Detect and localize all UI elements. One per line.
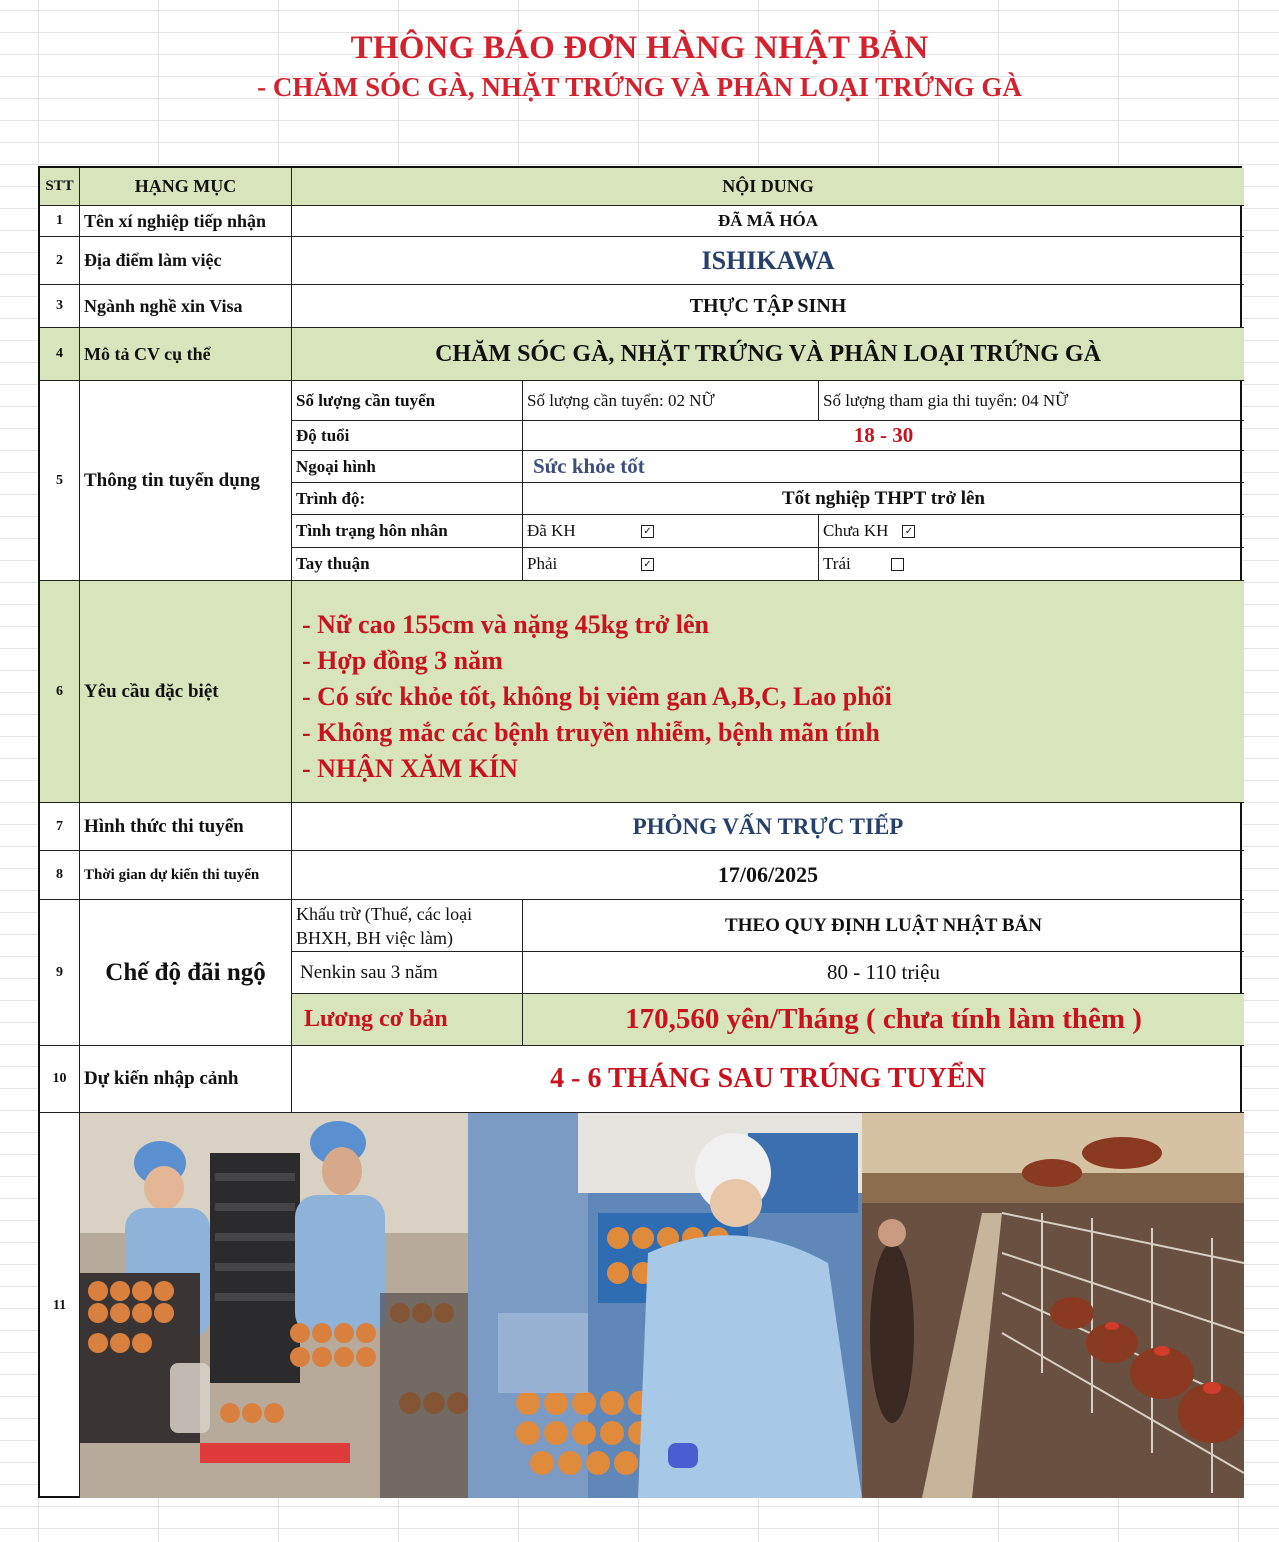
left-hand-label: Trái: [823, 554, 851, 573]
nenkin-value: 80 - 110 triệu: [523, 952, 1244, 994]
quantity-exam: Số lượng tham gia thi tuyển: 04 NỮ: [819, 381, 1244, 421]
egg-conveyor-photo: [468, 1113, 862, 1498]
left-hand-option[interactable]: [819, 548, 1244, 581]
row-label: Địa điểm làm việc: [80, 237, 292, 285]
quantity-label: Số lượng cần tuyển: [292, 381, 523, 421]
workplace-value: ISHIKAWA: [292, 237, 1244, 285]
married-checkbox[interactable]: ✓: [641, 525, 654, 538]
single-label: Chưa KH: [823, 521, 889, 540]
row-number: 6: [40, 581, 80, 803]
page-title: THÔNG BÁO ĐƠN HÀNG NHẬT BẢN: [350, 30, 929, 66]
row-label: Thời gian dự kiến thi tuyển: [80, 851, 292, 900]
row-number: 5: [40, 381, 80, 581]
exam-date-value: 17/06/2025: [292, 851, 1244, 900]
job-table: [38, 166, 1242, 1498]
row-label: Hình thức thi tuyển: [80, 803, 292, 851]
row-label: Yêu cầu đặc biệt: [80, 581, 292, 803]
row-label: Tên xí nghiệp tiếp nhận: [80, 206, 292, 237]
requirement-item: - NHẬN XĂM KÍN: [302, 754, 518, 783]
requirement-item: - Có sức khỏe tốt, không bị viêm gan A,B,C, Lao phổi: [302, 682, 892, 711]
row-label: Dự kiến nhập cảnh: [80, 1046, 292, 1113]
entry-time-value: 4 - 6 THÁNG SAU TRÚNG TUYỂN: [292, 1046, 1244, 1113]
company-name-value: ĐÃ MÃ HÓA: [292, 206, 1244, 237]
salary-value: 170,560 yên/Tháng ( chưa tính làm thêm ): [523, 994, 1244, 1046]
row-number: 9: [40, 900, 80, 1046]
exam-format-value: PHỎNG VẤN TRỰC TIẾP: [292, 803, 1244, 851]
row-number: 3: [40, 285, 80, 328]
row-number: 8: [40, 851, 80, 900]
row-label: Thông tin tuyển dụng: [80, 381, 292, 581]
job-description-value: CHĂM SÓC GÀ, NHẶT TRỨNG VÀ PHÂN LOẠI TRỨNG GÀ: [292, 328, 1244, 381]
row-label: Mô tả CV cụ thể: [80, 328, 292, 381]
special-requirements-list: [292, 601, 1242, 831]
single-option[interactable]: [819, 515, 1244, 548]
single-checkbox[interactable]: ✓: [902, 525, 915, 538]
age-value: 18 - 30: [523, 421, 1244, 451]
right-hand-option[interactable]: [523, 548, 819, 581]
nenkin-label: Nenkin sau 3 năm: [292, 952, 523, 994]
age-label: Độ tuổi: [292, 421, 523, 451]
page-subtitle: - CHĂM SÓC GÀ, NHẶT TRỨNG VÀ PHÂN LOẠI TRỨNG GÀ: [257, 72, 1022, 102]
row-label: Chế độ đãi ngộ: [80, 900, 292, 1046]
row-number: 4: [40, 328, 80, 381]
row-number: 10: [40, 1046, 80, 1113]
requirement-item: - Hợp đồng 3 năm: [302, 646, 503, 675]
appearance-label: Ngoại hình: [292, 451, 523, 483]
egg-sorting-photo: [80, 1113, 468, 1498]
deduction-value: THEO QUY ĐỊNH LUẬT NHẬT BẢN: [523, 900, 1244, 952]
hand-label: Tay thuận: [292, 548, 523, 581]
appearance-value: Sức khỏe tốt: [523, 451, 1244, 483]
right-hand-checkbox[interactable]: ✓: [641, 558, 654, 571]
salary-label: Lương cơ bản: [292, 994, 523, 1046]
married-option[interactable]: [523, 515, 819, 548]
left-hand-checkbox[interactable]: [891, 558, 904, 571]
row-number: 2: [40, 237, 80, 285]
header-content: NỘI DUNG: [292, 168, 1244, 206]
married-label: Đã KH: [527, 521, 576, 540]
education-value: Tốt nghiệp THPT trở lên: [523, 483, 1244, 515]
requirement-item: - Không mắc các bệnh truyền nhiễm, bệnh mãn tính: [302, 718, 880, 747]
deduction-label: Khấu trừ (Thuế, các loại BHXH, BH việc làm): [292, 900, 523, 952]
header-stt: STT: [40, 168, 80, 206]
education-label: Trình độ:: [292, 483, 523, 515]
requirement-item: - Nữ cao 155cm và nặng 45kg trở lên: [302, 610, 709, 639]
row-number: 11: [40, 1113, 80, 1498]
row-number: 7: [40, 803, 80, 851]
header-category: HẠNG MỤC: [80, 168, 292, 206]
visa-type-value: THỰC TẬP SINH: [292, 285, 1244, 328]
chicken-cages-photo: [862, 1113, 1244, 1498]
row-label: Ngành nghề xin Visa: [80, 285, 292, 328]
row-number: 1: [40, 206, 80, 237]
marital-label: Tình trạng hôn nhân: [292, 515, 523, 548]
right-hand-label: Phải: [527, 554, 558, 573]
quantity-needed: Số lượng cần tuyển: 02 NỮ: [523, 381, 819, 421]
